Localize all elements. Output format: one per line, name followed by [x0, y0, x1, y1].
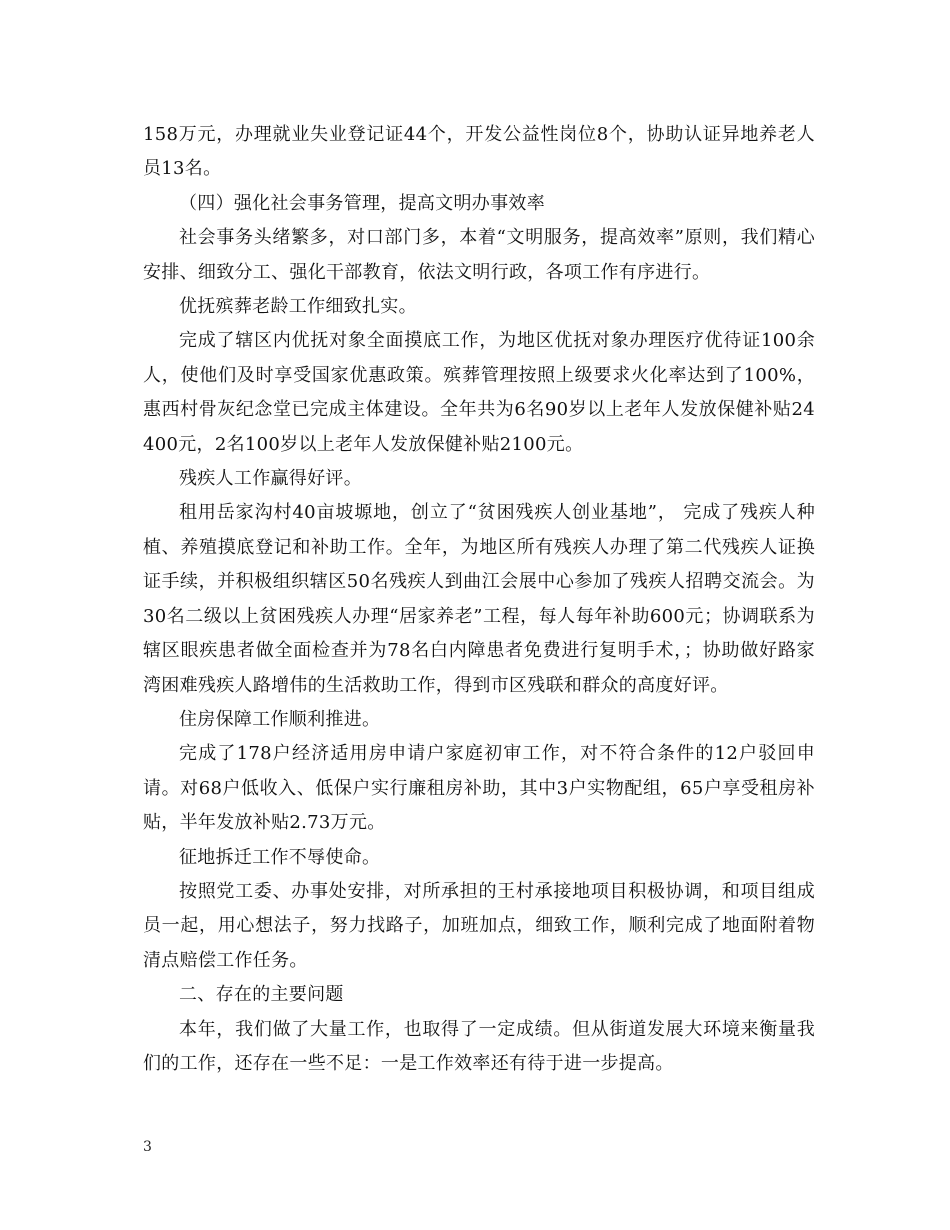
section-heading-problems: 二、存在的主要问题 — [179, 984, 344, 1006]
paragraph-5: 完成了辖区内优抚对象全面摸底工作，为地区优抚对象办理医疗优待证100余人，使他们及时享受国家优惠政策。殡葬管理按照上级要求火化率达到了100%，惠西村骨灰纪念堂已完成主体建设。全年共为6名90岁以上老年人发放保健补贴24400元，2名100岁以上老年人发放保健补贴2100元。 — [143, 330, 815, 455]
paragraph-13: 本年，我们做了大量工作，也取得了一定成绩。但从街道发展大环境来衡量我们的工作，还存在一些不足：一是工作效率还有待于进一步提高。 — [143, 1018, 815, 1074]
subheading-housing: 住房保障工作顺利推进。 — [179, 708, 381, 730]
subheading-disabled: 残疾人工作赢得好评。 — [179, 468, 362, 490]
subheading-land: 征地拆迁工作不辱使命。 — [179, 846, 381, 868]
section-heading-4: （四）强化社会事务管理，提高文明办事效率 — [179, 192, 545, 214]
paragraph-3: 社会事务头绪繁多，对口部门多，本着“文明服务，提高效率”原则，我们精心安排、细致分工、强化干部教育，依法文明行政，各项工作有序进行。 — [143, 227, 815, 283]
paragraph-7: 租用岳家沟村40亩坡塬地，创立了“贫困残疾人创业基地”， 完成了残疾人种植、养殖摸底登记和补助工作。全年，为地区所有残疾人办理了第二代残疾人证换证手续，并积极组织辖区50名残疾人到曲江会展中心参加了残疾人招聘交流会。为30名二级以上贫困残疾人办理“居家养老”工程，每人每年补助600元；协调联系为辖区眼疾患者做全面检查并为78名白内障患者免费进行复明手术，；协助做好路家湾困难残疾人路增伟的生活救助工作，得到市区残联和群众的高度好评。 — [143, 502, 815, 696]
paragraph-11: 按照党工委、办事处安排，对所承担的王村承接地项目积极协调，和项目组成员一起，用心想法子，努力找路子，加班加点，细致工作，顺利完成了地面附着物清点赔偿工作任务。 — [143, 880, 815, 971]
document-body — [143, 118, 815, 1081]
paragraph-9: 完成了178户经济适用房申请户家庭初审工作，对不符合条件的12户驳回申请。对68户低收入、低保户实行廉租房补助，其中3户实物配组，65户享受租房补贴，半年发放补贴2.73万元。 — [143, 743, 815, 834]
paragraph-1: 158万元，办理就业失业登记证44个，开发公益性岗位8个，协助认证异地养老人员13名。 — [143, 124, 815, 180]
page-number: 3 — [143, 1139, 152, 1155]
subheading-youfu: 优抚殡葬老龄工作细致扎实。 — [179, 296, 417, 318]
